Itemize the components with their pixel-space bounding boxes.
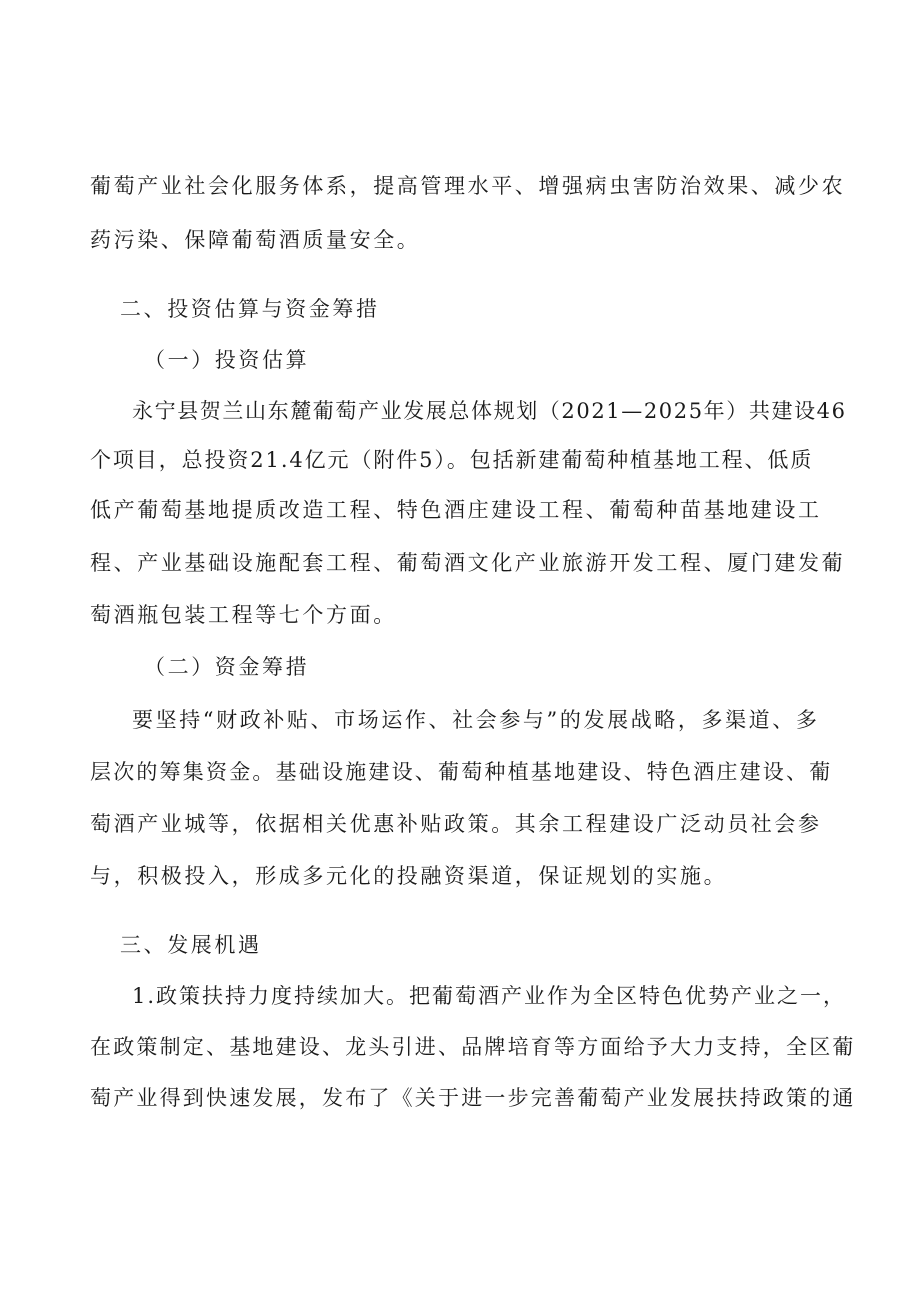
paragraph-line: 在政策制定、基地建设、龙头引进、品牌培育等方面给予大力支持，全区葡 [90, 1035, 856, 1059]
paragraph-line: 个项目，总投资21.4亿元（附件5）。包括新建葡萄种植基地工程、低质 [90, 448, 814, 472]
paragraph-line: 萄酒产业城等，依据相关优惠补贴政策。其余工程建设广泛动员社会参 [90, 812, 822, 836]
paragraph-line: 低产葡萄基地提质改造工程、特色酒庄建设工程、葡萄种苗基地建设工 [90, 498, 822, 522]
subsection-heading: （二）资金筹措 [144, 655, 310, 679]
paragraph-line: 1.政策扶持力度持续加大。把葡萄酒产业作为全区特色优势产业之一， [132, 984, 847, 1008]
paragraph-line: 与，积极投入，形成多元化的投融资渠道，保证规划的实施。 [90, 864, 728, 888]
paragraph-line: 药污染、保障葡萄酒质量安全。 [90, 228, 421, 252]
paragraph-line: 要坚持“财政补贴、市场运作、社会参与”的发展战略，多渠道、多 [132, 708, 820, 732]
paragraph-line: 层次的筹集资金。基础设施建设、葡萄种植基地建设、特色酒庄建设、葡 [90, 760, 833, 784]
section-heading: 三、发展机遇 [120, 933, 262, 957]
paragraph-line: 萄酒瓶包装工程等七个方面。 [90, 603, 397, 627]
paragraph-line: 程、产业基础设施配套工程、葡萄酒文化产业旅游开发工程、厦门建发葡 [90, 551, 846, 575]
subsection-heading: （一）投资估算 [144, 348, 310, 372]
paragraph-line: 永宁县贺兰山东麓葡萄产业发展总体规划（2021—2025年）共建设46 [132, 399, 847, 423]
paragraph-line: 葡萄产业社会化服务体系，提高管理水平、增强病虫害防治效果、减少农 [90, 174, 846, 198]
paragraph-line: 萄产业得到快速发展，发布了《关于进一步完善葡萄产业发展扶持政策的通 [90, 1086, 856, 1110]
section-heading: 二、投资估算与资金筹措 [120, 297, 380, 321]
